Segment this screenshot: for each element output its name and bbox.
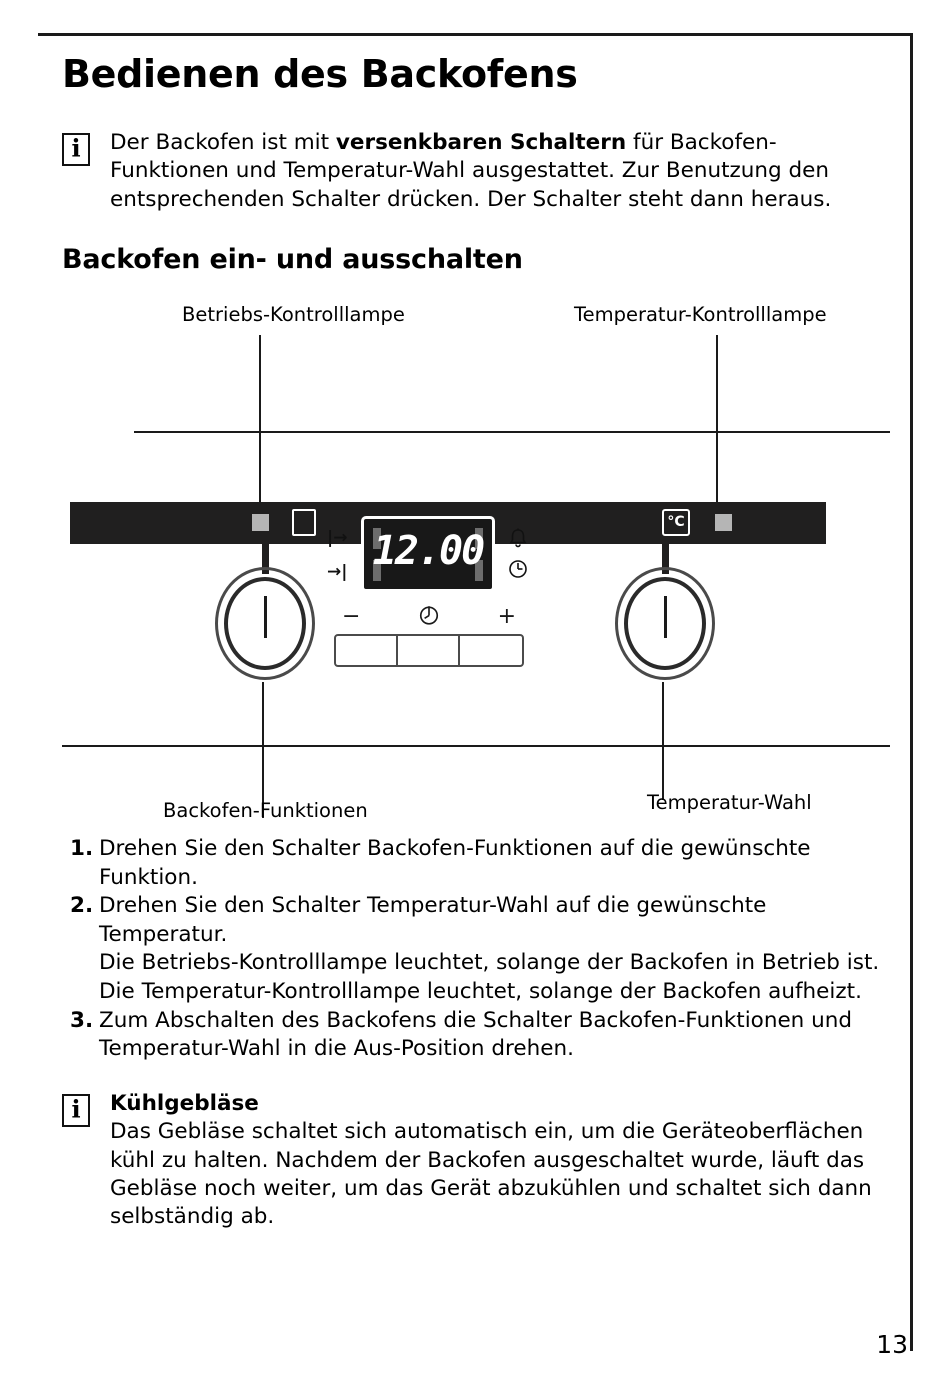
temperatur-kontrolllampe-indicator [715, 514, 732, 531]
left-knob-pointer [264, 596, 267, 638]
step-item-1 [62, 835, 892, 892]
section-heading: Backofen ein- und ausschalten [62, 244, 523, 276]
temperatur-wahl-knob[interactable] [615, 567, 715, 680]
key-clock-button[interactable] [398, 636, 460, 665]
intro-text-bold: versenkbaren Schaltern [335, 129, 627, 155]
timer-icon [418, 604, 440, 626]
intro-text-after: für Backofen-Funktionen und Temperatur-Wahl ausgestattet. Zur Benutzung den entsprechenden Schalter drücken. Der Schalter steht dann heraus. [110, 129, 832, 212]
clock-icon [508, 559, 528, 579]
diagram-rule-top [134, 431, 890, 433]
info-icon [62, 133, 90, 166]
key-minus-button[interactable] [336, 636, 398, 665]
step-item-3 [62, 1007, 892, 1064]
temperatur-wahl-button[interactable]: °C [662, 509, 690, 536]
label-temperatur-wahl: Temperatur-Wahl [647, 791, 812, 815]
cooling-note-text: Das Gebläse schaltet sich automatisch ein, um die Geräteoberflächen kühl zu halten. Nachdem der Backofen ausgeschaltet wurde, läuft das Gebläse noch weiter, um das Gerät abzukühlen und schaltet sich dann selbständig ab. [110, 1119, 872, 1230]
step-text-1: Drehen Sie den Schalter Backofen-Funktionen auf die gewünschte Funktion. [99, 836, 811, 890]
label-temperatur-kontrolllampe: Temperatur-Kontrolllampe [574, 303, 827, 327]
info-icon [62, 1094, 90, 1127]
label-backofen-funktionen: Backofen-Funktionen [163, 799, 368, 823]
duration-icon: |→ [327, 528, 348, 549]
display-time-value: 12.00 [372, 528, 484, 575]
end-time-icon: →| [327, 562, 348, 583]
right-knob-ring [624, 577, 706, 670]
leader-line-temperatur-wahl [662, 682, 664, 800]
minus-icon: − [342, 604, 361, 630]
control-panel-diagram [62, 297, 892, 827]
step-text-3: Zum Abschalten des Backofens die Schalter Backofen-Funktionen und Temperatur-Wahl in die Aus-Position drehen. [99, 1007, 853, 1062]
step-number-2: 2. [70, 893, 94, 919]
label-betriebs-kontrolllampe: Betriebs-Kontrolllampe [182, 303, 405, 327]
plus-icon: + [497, 604, 516, 630]
diagram-rule-bottom [62, 745, 890, 747]
keypad-symbols [342, 604, 516, 629]
backofen-funktionen-button[interactable] [292, 509, 316, 536]
cooling-fan-info-note [62, 1090, 892, 1232]
step-item-2 [62, 892, 892, 1006]
cooling-note-heading: Kühlgebläse [110, 1090, 259, 1116]
right-knob-pointer [664, 596, 667, 638]
step-subtext-2a: Die Betriebs-Kontrolllampe leuchtet, solange der Backofen in Betrieb ist. [99, 950, 880, 976]
intro-note-text [110, 129, 892, 214]
leader-line-temperatur-lamp [716, 335, 718, 503]
step-number-3: 3. [70, 1007, 94, 1033]
step-subtext-2b: Die Temperatur-Kontrolllampe leuchtet, solange der Backofen aufheizt. [99, 978, 862, 1004]
instruction-steps [62, 835, 892, 1064]
timer-display [361, 516, 495, 592]
page-title: Bedienen des Backofens [62, 52, 578, 96]
keypad [334, 634, 524, 667]
intro-info-note [62, 129, 892, 214]
leader-line-backofen-funktionen [262, 682, 264, 818]
left-knob-ring [224, 577, 306, 670]
betriebs-kontrolllampe-indicator [252, 514, 269, 531]
key-plus-button[interactable] [460, 636, 522, 665]
page-content [62, 52, 892, 1238]
page-number: 13 [876, 1330, 908, 1359]
step-text-2: Drehen Sie den Schalter Temperatur-Wahl auf die gewünschte Temperatur. [99, 893, 767, 947]
backofen-funktionen-knob[interactable] [215, 567, 315, 680]
cooling-note-body [110, 1090, 892, 1232]
bell-icon [508, 527, 528, 549]
intro-text-before: Der Backofen ist mit [110, 129, 336, 155]
step-number-1: 1. [70, 836, 94, 862]
leader-line-betriebs-lamp [259, 335, 261, 503]
